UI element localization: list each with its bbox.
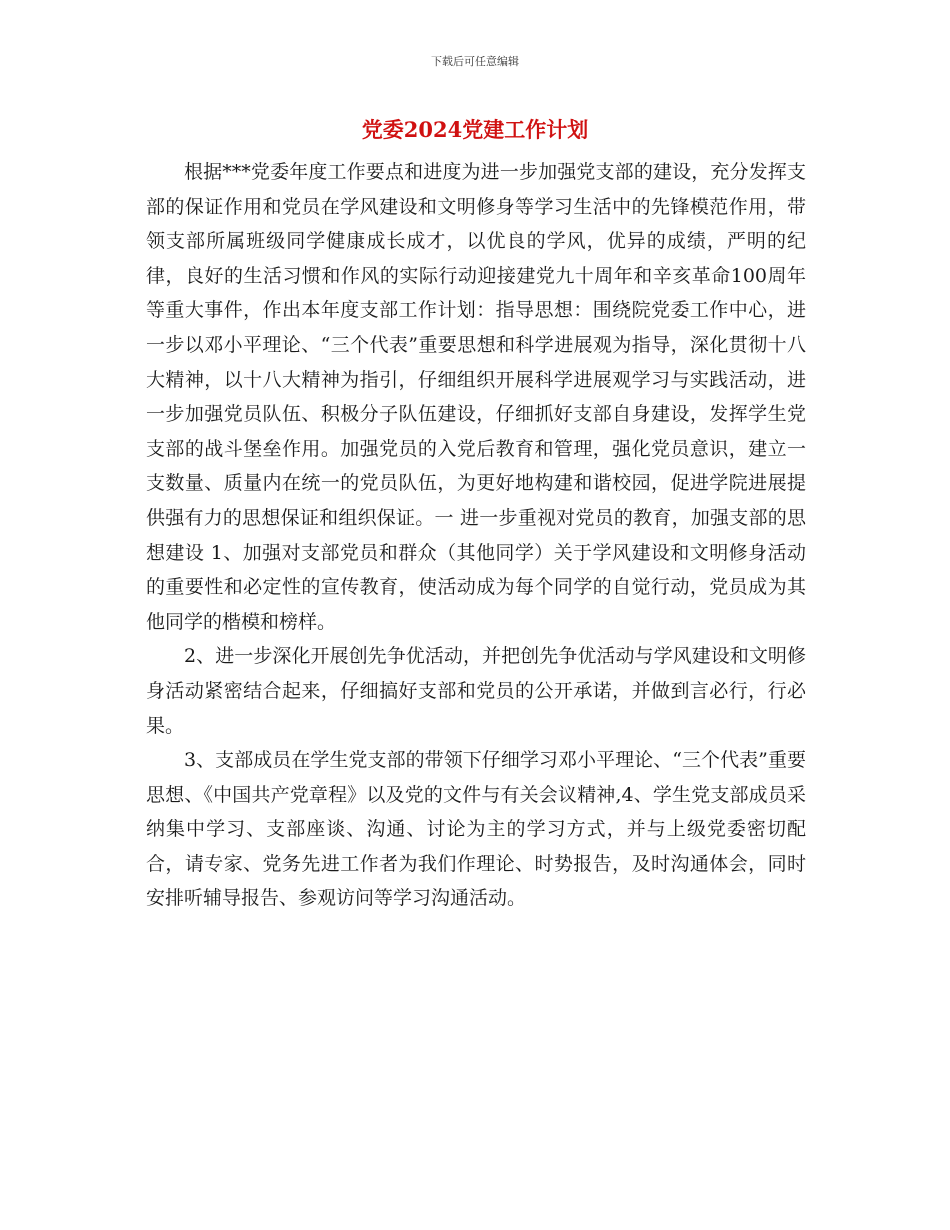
paragraph-intro: 根据***党委年度工作要点和进度为进一步加强党支部的建设，充分发挥支部的保证作用和党员在学风建设和文明修身等学习生活中的先锋模范作用，带领支部所属班级同学健康成长成才，以优良的学风，优异的成绩，严明的纪律，良好的生活习惯和作风的实际行动迎接建党九十周年和辛亥革命100周年等重大事件，作出本年度支部工作计划：指导思想：围绕院党委工作中心，进一步以邓小平理论、“三个代表”重要思想和科学进展观为指导，深化贯彻十八大精神，以十八大精神为指引，仔细组织开展科学进展观学习与实践活动，进一步加强党员队伍、积极分子队伍建设，仔细抓好支部自身建设，发挥学生党支部的战斗堡垒作用。加强党员的入党后教育和管理，强化党员意识，建立一支数量、质量内在统一的党员队伍，为更好地构建和谐校园，促进学院进展提供强有力的思想保证和组织保证。一 进一步重视对党员的教育，加强支部的思想建设 1、加强对支部党员和群众（其他同学）关于学风建设和文明修身活动的重要性和必定性的宣传教育，使活动成为每个同学的自觉行动，党员成为其他同学的楷模和榜样。: [146, 161, 806, 633]
paragraph-item-2: 2、进一步深化开展创先争优活动，并把创先争优活动与学风建设和文明修身活动紧密结合起来，仔细搞好支部和党员的公开承诺，并做到言必行，行必果。: [146, 645, 806, 737]
document-body: [146, 155, 806, 916]
paragraph-item-3: 3、支部成员在学生党支部的带领下仔细学习邓小平理论、“三个代表”重要思想、《中国共产党章程》以及党的文件与有关会议精神,4、学生党支部成员采纳集中学习、支部座谈、沟通、讨论为主的学习方式，并与上级党委密切配合，请专家、党务先进工作者为我们作理论、时势报告，及时沟通体会，同时安排听辅导报告、参观访问等学习沟通活动。: [146, 749, 806, 910]
document-title: 党委2024党建工作计划: [361, 117, 589, 142]
header-note: 下载后可任意编辑: [431, 55, 519, 68]
